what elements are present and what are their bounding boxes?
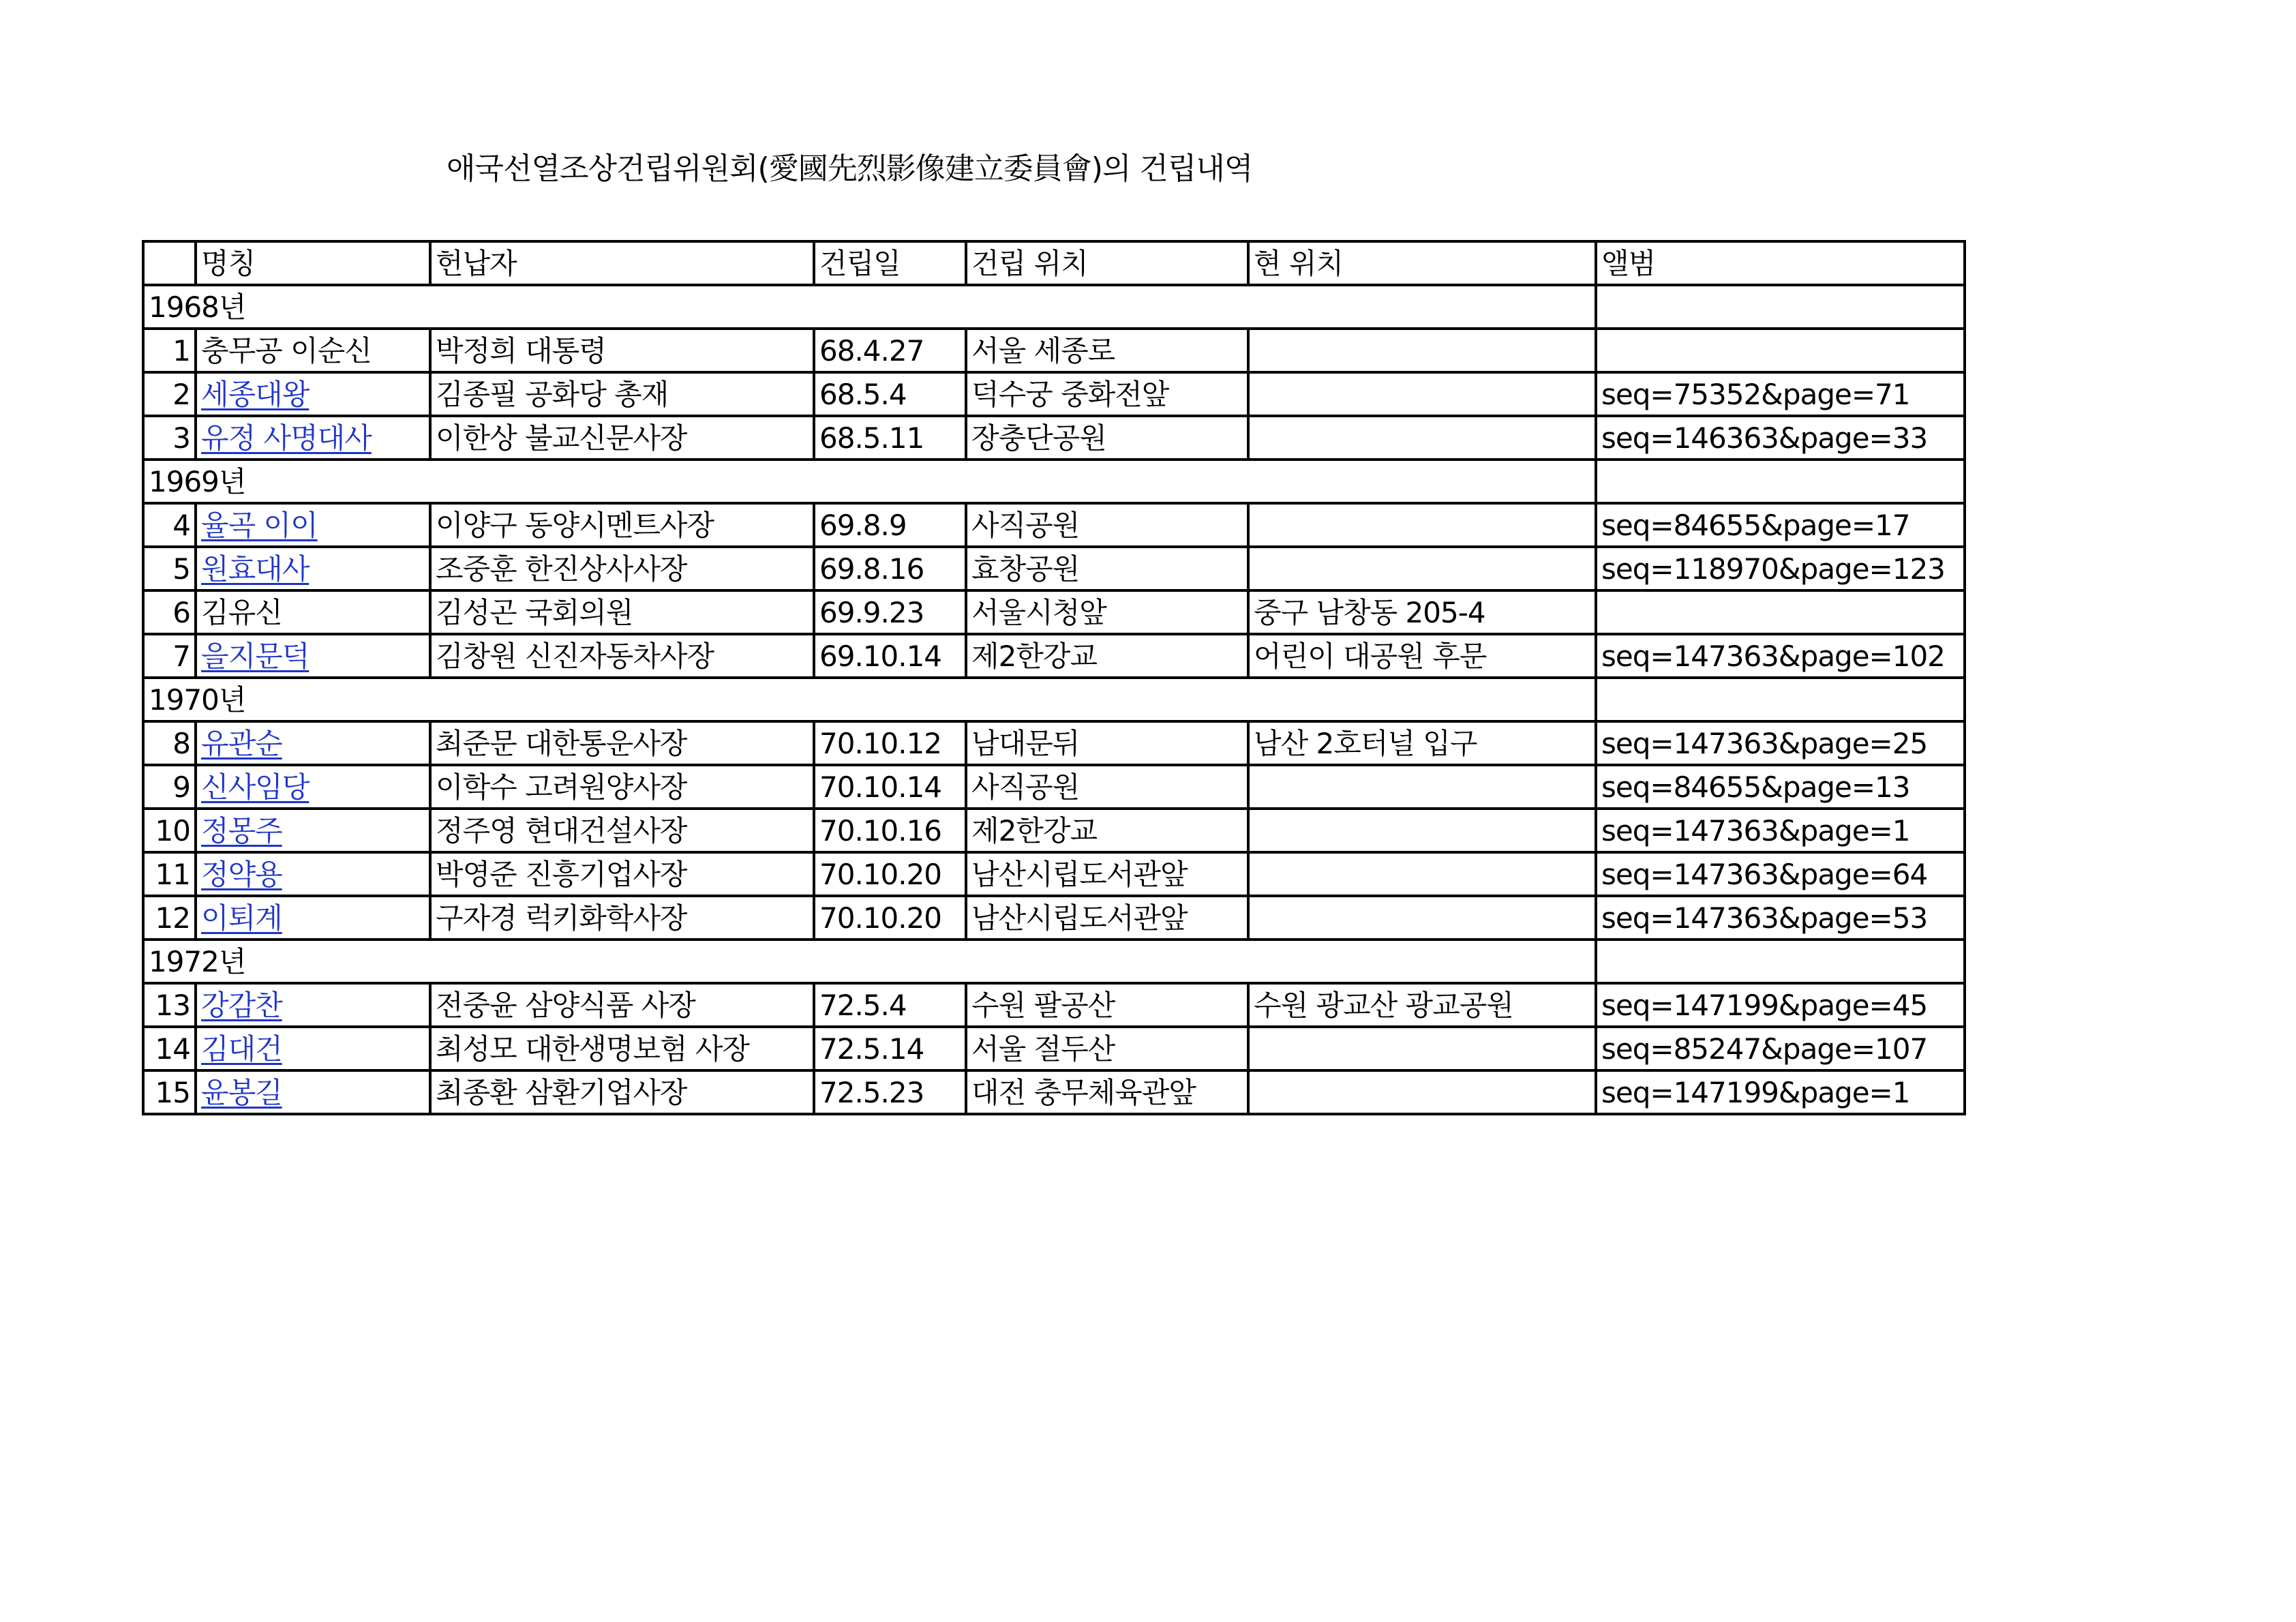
current-location-cell: 어린이 대공원 후문 — [1248, 634, 1596, 678]
title-hanja: 愛國先烈影像建立委員會 — [768, 151, 1091, 186]
table-row — [143, 372, 1965, 416]
site-cell: 덕수궁 중화전앞 — [966, 372, 1248, 416]
name-link[interactable]: 유정 사명대사 — [201, 421, 372, 455]
name-link[interactable]: 윤봉길 — [201, 1076, 282, 1109]
year-label: 1969년 — [143, 460, 1596, 503]
donor-cell: 이양구 동양시멘트사장 — [430, 503, 814, 547]
date-cell: 70.10.14 — [814, 765, 966, 809]
album-cell: seq=75352&page=71 — [1596, 372, 1965, 416]
header-row — [143, 241, 1965, 285]
name-cell — [196, 547, 430, 590]
name-cell — [196, 809, 430, 852]
row-number: 15 — [143, 1070, 196, 1114]
donor-cell: 박정희 대통령 — [430, 329, 814, 372]
row-number: 6 — [143, 590, 196, 634]
table-row — [143, 1027, 1965, 1070]
album-cell: seq=85247&page=107 — [1596, 1027, 1965, 1070]
name-link[interactable]: 신사임당 — [201, 770, 309, 804]
album-cell — [1596, 590, 1965, 634]
donor-cell: 김종필 공화당 총재 — [430, 372, 814, 416]
table-row — [143, 634, 1965, 678]
album-cell: seq=147363&page=25 — [1596, 721, 1965, 765]
donor-cell: 이학수 고려원양사장 — [430, 765, 814, 809]
row-number: 10 — [143, 809, 196, 852]
table-row — [143, 416, 1965, 460]
row-number: 9 — [143, 765, 196, 809]
name-cell — [196, 721, 430, 765]
name-cell — [196, 896, 430, 940]
year-album-cell — [1596, 678, 1965, 721]
name-text: 김유신 — [201, 596, 282, 629]
name-link[interactable]: 세종대왕 — [201, 378, 309, 411]
title-suffix: )의 건립내역 — [1091, 151, 1253, 186]
album-cell: seq=118970&page=123 — [1596, 547, 1965, 590]
name-cell — [196, 329, 430, 372]
site-cell: 서울 절두산 — [966, 1027, 1248, 1070]
site-cell: 사직공원 — [966, 765, 1248, 809]
name-link[interactable]: 김대건 — [201, 1032, 282, 1066]
name-link[interactable]: 정약용 — [201, 858, 282, 891]
current-location-cell — [1248, 503, 1596, 547]
current-location-cell — [1248, 765, 1596, 809]
header-donor: 헌납자 — [430, 241, 814, 285]
name-link[interactable]: 정몽주 — [201, 814, 282, 847]
site-cell: 남산시립도서관앞 — [966, 852, 1248, 896]
donor-cell: 전중윤 삼양식품 사장 — [430, 983, 814, 1027]
header-current: 현 위치 — [1248, 241, 1596, 285]
name-cell — [196, 503, 430, 547]
table-row — [143, 1070, 1965, 1114]
year-row — [143, 285, 1965, 329]
table-row — [143, 503, 1965, 547]
donor-cell: 정주영 현대건설사장 — [430, 809, 814, 852]
date-cell: 72.5.14 — [814, 1027, 966, 1070]
year-row — [143, 460, 1965, 503]
row-number: 13 — [143, 983, 196, 1027]
date-cell: 69.9.23 — [814, 590, 966, 634]
date-cell: 70.10.20 — [814, 852, 966, 896]
table-row — [143, 983, 1965, 1027]
header-name: 명칭 — [196, 241, 430, 285]
date-cell: 70.10.16 — [814, 809, 966, 852]
table-row — [143, 896, 1965, 940]
date-cell: 72.5.4 — [814, 983, 966, 1027]
donor-cell: 최준문 대한통운사장 — [430, 721, 814, 765]
donor-cell: 구자경 럭키화학사장 — [430, 896, 814, 940]
date-cell: 72.5.23 — [814, 1070, 966, 1114]
year-label: 1970년 — [143, 678, 1596, 721]
current-location-cell — [1248, 896, 1596, 940]
name-link[interactable]: 율곡 이이 — [201, 509, 318, 542]
table-row — [143, 809, 1965, 852]
year-album-cell — [1596, 285, 1965, 329]
name-link[interactable]: 원효대사 — [201, 552, 309, 586]
row-number: 3 — [143, 416, 196, 460]
header-date: 건립일 — [814, 241, 966, 285]
current-location-cell: 중구 남창동 205-4 — [1248, 590, 1596, 634]
site-cell: 장충단공원 — [966, 416, 1248, 460]
row-number: 4 — [143, 503, 196, 547]
date-cell: 69.8.9 — [814, 503, 966, 547]
name-link[interactable]: 을지문덕 — [201, 640, 309, 673]
year-label: 1972년 — [143, 940, 1596, 983]
row-number: 2 — [143, 372, 196, 416]
donor-cell: 이한상 불교신문사장 — [430, 416, 814, 460]
year-row — [143, 940, 1965, 983]
donor-cell: 김창원 신진자동차사장 — [430, 634, 814, 678]
album-cell: seq=147363&page=64 — [1596, 852, 1965, 896]
album-cell: seq=147363&page=1 — [1596, 809, 1965, 852]
site-cell: 서울 세종로 — [966, 329, 1248, 372]
donor-cell: 김성곤 국회의원 — [430, 590, 814, 634]
date-cell: 70.10.12 — [814, 721, 966, 765]
name-cell — [196, 765, 430, 809]
site-cell: 서울시청앞 — [966, 590, 1248, 634]
table-row — [143, 765, 1965, 809]
current-location-cell — [1248, 809, 1596, 852]
date-cell: 70.10.20 — [814, 896, 966, 940]
name-text: 충무공 이순신 — [201, 334, 372, 367]
document-title — [447, 149, 1252, 190]
row-number: 1 — [143, 329, 196, 372]
site-cell: 수원 팔공산 — [966, 983, 1248, 1027]
row-number: 14 — [143, 1027, 196, 1070]
table-row — [143, 721, 1965, 765]
year-album-cell — [1596, 940, 1965, 983]
donor-cell: 박영준 진흥기업사장 — [430, 852, 814, 896]
name-cell — [196, 634, 430, 678]
date-cell: 69.10.14 — [814, 634, 966, 678]
header-site: 건립 위치 — [966, 241, 1248, 285]
name-cell — [196, 590, 430, 634]
row-number: 11 — [143, 852, 196, 896]
year-row — [143, 678, 1965, 721]
header-num — [143, 241, 196, 285]
current-location-cell — [1248, 416, 1596, 460]
site-cell: 대전 충무체육관앞 — [966, 1070, 1248, 1114]
site-cell: 남대문뒤 — [966, 721, 1248, 765]
site-cell: 남산시립도서관앞 — [966, 896, 1248, 940]
date-cell: 68.5.4 — [814, 372, 966, 416]
name-cell — [196, 852, 430, 896]
table-row — [143, 547, 1965, 590]
current-location-cell — [1248, 547, 1596, 590]
current-location-cell — [1248, 1027, 1596, 1070]
registry-body — [143, 241, 1965, 1114]
site-cell: 제2한강교 — [966, 809, 1248, 852]
album-cell: seq=147199&page=45 — [1596, 983, 1965, 1027]
site-cell: 사직공원 — [966, 503, 1248, 547]
current-location-cell — [1248, 1070, 1596, 1114]
current-location-cell: 남산 2호터널 입구 — [1248, 721, 1596, 765]
album-cell: seq=146363&page=33 — [1596, 416, 1965, 460]
row-number: 7 — [143, 634, 196, 678]
album-cell: seq=147363&page=53 — [1596, 896, 1965, 940]
date-cell: 69.8.16 — [814, 547, 966, 590]
title-prefix: 애국선열조상건립위원회( — [447, 151, 769, 186]
album-cell — [1596, 329, 1965, 372]
current-location-cell — [1248, 852, 1596, 896]
year-album-cell — [1596, 460, 1965, 503]
statue-registry-table — [142, 240, 1966, 1115]
name-link[interactable]: 이퇴계 — [201, 901, 282, 935]
current-location-cell — [1248, 329, 1596, 372]
name-cell — [196, 1027, 430, 1070]
donor-cell: 최성모 대한생명보험 사장 — [430, 1027, 814, 1070]
name-cell — [196, 1070, 430, 1114]
row-number: 5 — [143, 547, 196, 590]
current-location-cell — [1248, 372, 1596, 416]
current-location-cell: 수원 광교산 광교공원 — [1248, 983, 1596, 1027]
album-cell: seq=84655&page=17 — [1596, 503, 1965, 547]
header-album: 앨범 — [1596, 241, 1965, 285]
site-cell: 제2한강교 — [966, 634, 1248, 678]
row-number: 12 — [143, 896, 196, 940]
site-cell: 효창공원 — [966, 547, 1248, 590]
row-number: 8 — [143, 721, 196, 765]
donor-cell: 최종환 삼환기업사장 — [430, 1070, 814, 1114]
table-row — [143, 852, 1965, 896]
date-cell: 68.5.11 — [814, 416, 966, 460]
name-cell — [196, 372, 430, 416]
name-cell — [196, 416, 430, 460]
name-link[interactable]: 유관순 — [201, 727, 282, 760]
album-cell: seq=84655&page=13 — [1596, 765, 1965, 809]
date-cell: 68.4.27 — [814, 329, 966, 372]
album-cell: seq=147363&page=102 — [1596, 634, 1965, 678]
name-cell — [196, 983, 430, 1027]
table-row — [143, 329, 1965, 372]
donor-cell: 조중훈 한진상사사장 — [430, 547, 814, 590]
year-label: 1968년 — [143, 285, 1596, 329]
album-cell: seq=147199&page=1 — [1596, 1070, 1965, 1114]
table-row — [143, 590, 1965, 634]
name-link[interactable]: 강감찬 — [201, 989, 282, 1022]
